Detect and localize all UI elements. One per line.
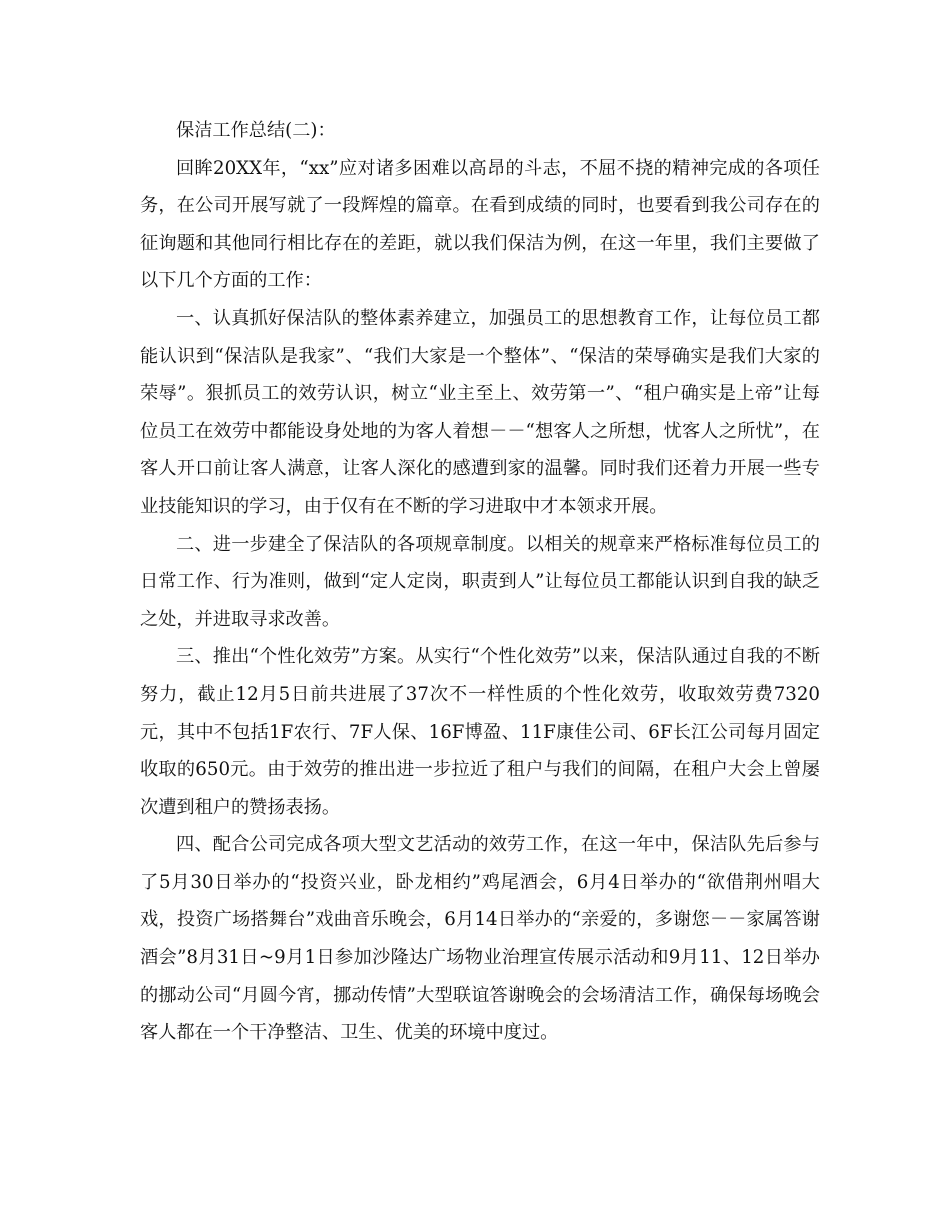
paragraph-section-3: 三、推出“个性化效劳”方案。从实行“个性化效劳”以来，保洁队通过自我的不断努力，截止12月5日前共进展了37次不一样性质的个性化效劳，收取效劳费7320元，其中不包括1F农行、7F人保、16F博盈、11F康佳公司、6F长江公司每月固定收取的650元。由于效劳的推出进一步拉近了租户与我们的间隔，在租户大会上曾屡次遭到租户的赞扬表扬。 (140, 646, 820, 818)
paragraph-section-2: 二、进一步建全了保洁队的各项规章制度。以相关的规章来严格标准每位员工的日常工作、行为准则，做到“定人定岗，职责到人”让每位员工都能认识到自我的缺乏之处，并进取寻求改善。 (140, 533, 820, 630)
paragraph-section-4: 四、配合公司完成各项大型文艺活动的效劳工作，在这一年中，保洁队先后参与了5月30日举办的“投资兴业，卧龙相约”鸡尾酒会，6月4日举办的“欲借荆州唱大戏，投资广场搭舞台”戏曲音乐晚会，6月14日举办的“亲爱的，多谢您－－家属答谢酒会”8月31日~9月1日参加沙隆达广场物业治理宣传展示活动和9月11、12日举办的挪动公司“月圆今宵，挪动传情”大型联谊答谢晚会的会场清洁工作，确保每场晚会客人都在一个干净整洁、卫生、优美的环境中度过。 (140, 834, 820, 1044)
paragraph-intro: 回眸20XX年，“xx”应对诸多困难以高昂的斗志，不屈不挠的精神完成的各项任务，在公司开展写就了一段辉煌的篇章。在看到成绩的同时，也要看到我公司存在的征询题和其他同行相比存在的差距，就以我们保洁为例，在这一年里，我们主要做了以下几个方面的工作： (140, 157, 820, 292)
paragraph-section-1: 一、认真抓好保洁队的整体素养建立，加强员工的思想教育工作，让每位员工都能认识到“保洁队是我家”、“我们大家是一个整体”、“保洁的荣辱确实是我们大家的荣辱”。狠抓员工的效劳认识，树立“业主至上、效劳第一”、“租户确实是上帝”让每位员工在效劳中都能设身处地的为客人着想－－“想客人之所想，忧客人之所忧”，在客人开口前让客人满意，让客人深化的感遭到家的温馨。同时我们还着力开展一些专业技能知识的学习，由于仅有在不断的学习进取中才本领求开展。 (140, 307, 820, 517)
document-title: 保洁工作总结(二)： (176, 120, 336, 141)
document-page (140, 112, 820, 1052)
